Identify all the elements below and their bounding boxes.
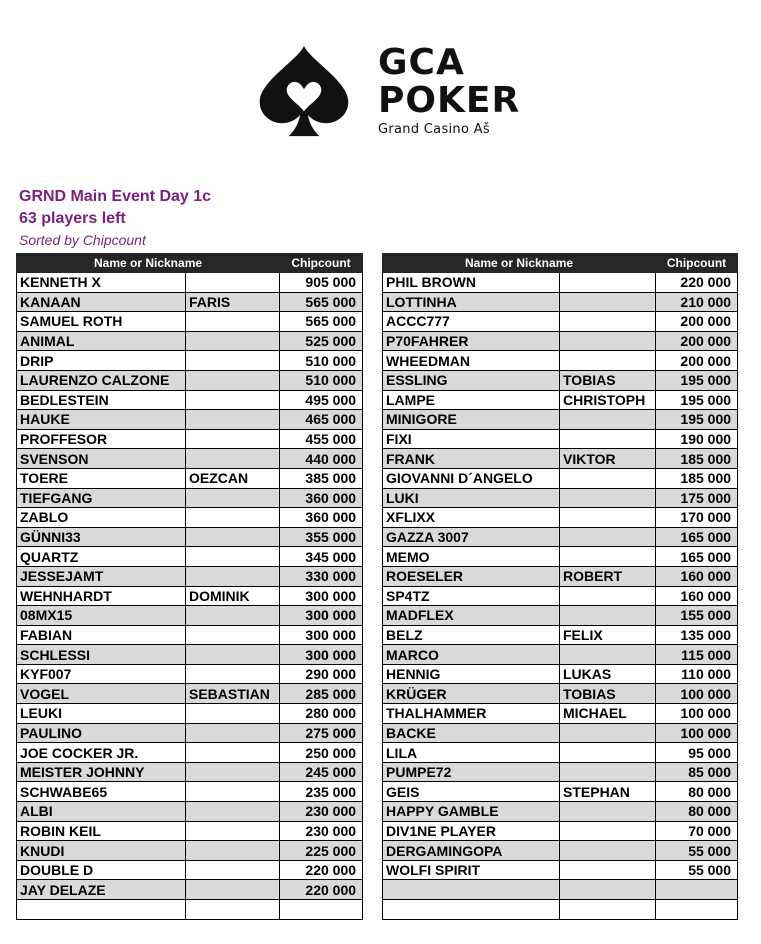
player-name-cell: LAMPE bbox=[383, 390, 560, 410]
player-name-cell: GIOVANNI D´ANGELO bbox=[383, 468, 560, 488]
first-name-cell bbox=[186, 370, 280, 390]
player-name-cell: MEMO bbox=[383, 547, 560, 567]
player-name-cell: ACCC777 bbox=[383, 312, 560, 332]
table-row bbox=[383, 331, 738, 351]
player-name-cell: GAZZA 3007 bbox=[383, 527, 560, 547]
first-name-cell: VIKTOR bbox=[560, 449, 656, 469]
table-row bbox=[17, 704, 363, 724]
chipcount-cell: 225 000 bbox=[280, 841, 363, 861]
first-name-cell bbox=[560, 762, 656, 782]
chipcount-cell: 200 000 bbox=[656, 351, 738, 371]
chipcount-cell: 250 000 bbox=[280, 743, 363, 763]
table-row bbox=[383, 429, 738, 449]
table-row bbox=[383, 704, 738, 724]
chipcount-cell: 55 000 bbox=[656, 841, 738, 861]
chipcount-cell: 300 000 bbox=[280, 606, 363, 626]
player-name-cell: HAUKE bbox=[17, 410, 186, 430]
player-name-cell: DERGAMINGOPA bbox=[383, 841, 560, 861]
chipcount-cell: 95 000 bbox=[656, 743, 738, 763]
table-row bbox=[17, 606, 363, 626]
first-name-cell: SEBASTIAN bbox=[186, 684, 280, 704]
player-name-cell: DOUBLE D bbox=[17, 860, 186, 880]
first-name-cell bbox=[560, 410, 656, 430]
first-name-cell bbox=[186, 723, 280, 743]
chipcount-cell: 195 000 bbox=[656, 390, 738, 410]
chipcount-cell: 160 000 bbox=[656, 586, 738, 606]
table-row bbox=[383, 723, 738, 743]
chipcount-cell: 220 000 bbox=[656, 273, 738, 293]
table-row bbox=[383, 782, 738, 802]
chipcount-cell: 155 000 bbox=[656, 606, 738, 626]
player-name-cell: HENNIG bbox=[383, 664, 560, 684]
player-name-cell: BELZ bbox=[383, 625, 560, 645]
chipcount-cell: 220 000 bbox=[280, 860, 363, 880]
player-name-cell: BACKE bbox=[383, 723, 560, 743]
first-name-cell bbox=[186, 762, 280, 782]
chipcount-cell: 360 000 bbox=[280, 508, 363, 528]
chipcount-cell: 195 000 bbox=[656, 370, 738, 390]
chipcount-cell: 565 000 bbox=[280, 292, 363, 312]
first-name-cell bbox=[186, 782, 280, 802]
chipcount-cell: 210 000 bbox=[656, 292, 738, 312]
player-name-cell: TIEFGANG bbox=[17, 488, 186, 508]
first-name-cell bbox=[560, 312, 656, 332]
first-name-cell bbox=[560, 606, 656, 626]
table-row bbox=[17, 841, 363, 861]
table-row bbox=[17, 292, 363, 312]
player-name-cell: LOTTINHA bbox=[383, 292, 560, 312]
player-name-cell: 08MX15 bbox=[17, 606, 186, 626]
player-name-cell: SCHLESSI bbox=[17, 645, 186, 665]
table-row bbox=[17, 449, 363, 469]
chipcount-cell bbox=[656, 900, 738, 920]
chipcount-cell: 110 000 bbox=[656, 664, 738, 684]
player-name-cell: ANIMAL bbox=[17, 331, 186, 351]
table-row bbox=[17, 468, 363, 488]
first-name-cell bbox=[186, 390, 280, 410]
table-row bbox=[383, 743, 738, 763]
table-row bbox=[383, 312, 738, 332]
player-name-cell: TOERE bbox=[17, 468, 186, 488]
first-name-cell: FARIS bbox=[186, 292, 280, 312]
table-row bbox=[17, 802, 363, 822]
first-name-cell bbox=[560, 351, 656, 371]
table-row bbox=[17, 566, 363, 586]
name-column-header: Name or Nickname bbox=[17, 254, 280, 273]
first-name-cell: TOBIAS bbox=[560, 684, 656, 704]
player-name-cell: PUMPE72 bbox=[383, 762, 560, 782]
first-name-cell bbox=[560, 586, 656, 606]
first-name-cell bbox=[560, 468, 656, 488]
sort-note: Sorted by Chipcount bbox=[19, 232, 146, 248]
first-name-cell bbox=[560, 429, 656, 449]
first-name-cell: LUKAS bbox=[560, 664, 656, 684]
first-name-cell: CHRISTOPH bbox=[560, 390, 656, 410]
chipcount-cell: 235 000 bbox=[280, 782, 363, 802]
table-row bbox=[383, 645, 738, 665]
player-name-cell: MEISTER JOHNNY bbox=[17, 762, 186, 782]
table-row bbox=[383, 508, 738, 528]
table-row bbox=[383, 566, 738, 586]
table-row bbox=[17, 664, 363, 684]
chipcount-cell: 85 000 bbox=[656, 762, 738, 782]
player-name-cell bbox=[383, 900, 560, 920]
first-name-cell bbox=[186, 821, 280, 841]
first-name-cell bbox=[560, 645, 656, 665]
table-row bbox=[383, 468, 738, 488]
table-row bbox=[383, 273, 738, 293]
first-name-cell bbox=[560, 821, 656, 841]
first-name-cell bbox=[186, 312, 280, 332]
table-row bbox=[383, 351, 738, 371]
player-name-cell: JAY DELAZE bbox=[17, 880, 186, 900]
table-row bbox=[383, 547, 738, 567]
table-row bbox=[383, 802, 738, 822]
player-name-cell: GEIS bbox=[383, 782, 560, 802]
player-name-cell: SAMUEL ROTH bbox=[17, 312, 186, 332]
chipcount-cell: 185 000 bbox=[656, 468, 738, 488]
first-name-cell: ROBERT bbox=[560, 566, 656, 586]
first-name-cell: OEZCAN bbox=[186, 468, 280, 488]
player-name-cell: P70FAHRER bbox=[383, 331, 560, 351]
table-row bbox=[17, 547, 363, 567]
chipcount-cell: 100 000 bbox=[656, 704, 738, 724]
first-name-cell bbox=[186, 566, 280, 586]
chipcount-cell: 200 000 bbox=[656, 312, 738, 332]
table-row bbox=[17, 743, 363, 763]
chipcount-cell: 385 000 bbox=[280, 468, 363, 488]
table-row bbox=[383, 664, 738, 684]
first-name-cell bbox=[560, 488, 656, 508]
chipcount-cell: 55 000 bbox=[656, 860, 738, 880]
chipcount-table-right bbox=[382, 253, 738, 920]
gca-poker-logo bbox=[256, 44, 546, 144]
brand-text bbox=[378, 44, 520, 137]
table-row bbox=[383, 586, 738, 606]
chipcount-cell: 100 000 bbox=[656, 684, 738, 704]
first-name-cell bbox=[560, 723, 656, 743]
table-row bbox=[383, 684, 738, 704]
first-name-cell bbox=[186, 351, 280, 371]
player-name-cell: FIXI bbox=[383, 429, 560, 449]
player-name-cell: LILA bbox=[383, 743, 560, 763]
players-left: 63 players left bbox=[19, 210, 126, 227]
chipcount-cell: 300 000 bbox=[280, 586, 363, 606]
player-name-cell: XFLIXX bbox=[383, 508, 560, 528]
player-name-cell: LAURENZO CALZONE bbox=[17, 370, 186, 390]
first-name-cell bbox=[186, 900, 280, 920]
first-name-cell bbox=[186, 645, 280, 665]
player-name-cell bbox=[383, 880, 560, 900]
first-name-cell bbox=[186, 841, 280, 861]
player-name-cell: LUKI bbox=[383, 488, 560, 508]
table-row bbox=[17, 273, 363, 293]
chipcount-cell: 115 000 bbox=[656, 645, 738, 665]
first-name-cell: TOBIAS bbox=[560, 370, 656, 390]
table-row bbox=[383, 527, 738, 547]
table-row bbox=[17, 370, 363, 390]
name-column-header: Name or Nickname bbox=[383, 254, 656, 273]
brand-line-2: POKER bbox=[378, 80, 521, 121]
chipcount-cell bbox=[656, 880, 738, 900]
table-row bbox=[17, 586, 363, 606]
first-name-cell bbox=[186, 704, 280, 724]
first-name-cell bbox=[560, 547, 656, 567]
chipcount-cell: 200 000 bbox=[656, 331, 738, 351]
first-name-cell bbox=[186, 860, 280, 880]
event-heading bbox=[19, 186, 211, 250]
chipcount-cell: 165 000 bbox=[656, 547, 738, 567]
first-name-cell bbox=[186, 625, 280, 645]
first-name-cell bbox=[560, 292, 656, 312]
chipcount-cell: 100 000 bbox=[656, 723, 738, 743]
chipcount-cell: 455 000 bbox=[280, 429, 363, 449]
event-title: GRND Main Event Day 1c bbox=[19, 188, 212, 205]
table-row bbox=[383, 900, 738, 920]
chipcount-cell: 465 000 bbox=[280, 410, 363, 430]
table-row bbox=[383, 292, 738, 312]
first-name-cell bbox=[186, 802, 280, 822]
chipcount-cell: 165 000 bbox=[656, 527, 738, 547]
chipcount-cell: 170 000 bbox=[656, 508, 738, 528]
player-name-cell: ALBI bbox=[17, 802, 186, 822]
player-name-cell: BEDLESTEIN bbox=[17, 390, 186, 410]
first-name-cell bbox=[560, 802, 656, 822]
player-name-cell: GÜNNI33 bbox=[17, 527, 186, 547]
chipcount-cell: 195 000 bbox=[656, 410, 738, 430]
table-row bbox=[17, 390, 363, 410]
player-name-cell: WEHNHARDT bbox=[17, 586, 186, 606]
table-row bbox=[17, 527, 363, 547]
player-name-cell bbox=[17, 900, 186, 920]
chipcount-cell: 220 000 bbox=[280, 880, 363, 900]
table-row bbox=[17, 900, 363, 920]
player-name-cell: FRANK bbox=[383, 449, 560, 469]
player-name-cell: QUARTZ bbox=[17, 547, 186, 567]
player-name-cell: WOLFI SPIRIT bbox=[383, 860, 560, 880]
table-row bbox=[17, 312, 363, 332]
table-row bbox=[383, 410, 738, 430]
chipcount-cell: 275 000 bbox=[280, 723, 363, 743]
first-name-cell: FELIX bbox=[560, 625, 656, 645]
first-name-cell bbox=[560, 273, 656, 293]
first-name-cell bbox=[186, 527, 280, 547]
player-name-cell: KNUDI bbox=[17, 841, 186, 861]
chipcount-cell: 565 000 bbox=[280, 312, 363, 332]
table-row bbox=[17, 782, 363, 802]
brand-tagline: Grand Casino Aš bbox=[378, 122, 490, 137]
first-name-cell bbox=[186, 429, 280, 449]
first-name-cell bbox=[186, 273, 280, 293]
player-name-cell: PHIL BROWN bbox=[383, 273, 560, 293]
player-name-cell: DIV1NE PLAYER bbox=[383, 821, 560, 841]
first-name-cell bbox=[186, 743, 280, 763]
table-row bbox=[383, 860, 738, 880]
table-row bbox=[383, 606, 738, 626]
player-name-cell: THALHAMMER bbox=[383, 704, 560, 724]
table-row bbox=[383, 841, 738, 861]
chipcount-cell: 185 000 bbox=[656, 449, 738, 469]
player-name-cell: ESSLING bbox=[383, 370, 560, 390]
table-header bbox=[17, 254, 363, 273]
table-row bbox=[383, 625, 738, 645]
chipcount-column-header: Chipcount bbox=[656, 254, 738, 273]
player-name-cell: KYF007 bbox=[17, 664, 186, 684]
first-name-cell bbox=[560, 331, 656, 351]
chipcount-cell bbox=[280, 900, 363, 920]
brand-line-1: GCA bbox=[378, 42, 465, 83]
chipcount-cell: 135 000 bbox=[656, 625, 738, 645]
table-row bbox=[17, 410, 363, 430]
player-name-cell: ROESELER bbox=[383, 566, 560, 586]
table-row bbox=[17, 860, 363, 880]
player-name-cell: ROBIN KEIL bbox=[17, 821, 186, 841]
player-name-cell: JESSEJAMT bbox=[17, 566, 186, 586]
chipcount-cell: 290 000 bbox=[280, 664, 363, 684]
first-name-cell: STEPHAN bbox=[560, 782, 656, 802]
table-row bbox=[17, 821, 363, 841]
spade-icon bbox=[256, 44, 352, 140]
first-name-cell bbox=[560, 880, 656, 900]
chipcount-cell: 300 000 bbox=[280, 645, 363, 665]
first-name-cell bbox=[186, 664, 280, 684]
table-body-right bbox=[383, 273, 738, 920]
first-name-cell bbox=[186, 410, 280, 430]
chipcount-cell: 245 000 bbox=[280, 762, 363, 782]
table-header bbox=[383, 254, 738, 273]
chipcount-cell: 510 000 bbox=[280, 370, 363, 390]
table-row bbox=[17, 645, 363, 665]
table-row bbox=[17, 625, 363, 645]
table-row bbox=[17, 684, 363, 704]
chipcount-cell: 80 000 bbox=[656, 782, 738, 802]
player-name-cell: SVENSON bbox=[17, 449, 186, 469]
player-name-cell: JOE COCKER JR. bbox=[17, 743, 186, 763]
chipcount-cell: 355 000 bbox=[280, 527, 363, 547]
table-row bbox=[17, 488, 363, 508]
table-row bbox=[383, 449, 738, 469]
player-name-cell: WHEEDMAN bbox=[383, 351, 560, 371]
first-name-cell bbox=[186, 547, 280, 567]
first-name-cell: MICHAEL bbox=[560, 704, 656, 724]
first-name-cell bbox=[560, 508, 656, 528]
table-row bbox=[17, 880, 363, 900]
player-name-cell: VOGEL bbox=[17, 684, 186, 704]
chipcount-cell: 190 000 bbox=[656, 429, 738, 449]
table-row bbox=[383, 821, 738, 841]
player-name-cell: KANAAN bbox=[17, 292, 186, 312]
chipcount-column-header: Chipcount bbox=[280, 254, 363, 273]
table-row bbox=[17, 508, 363, 528]
player-name-cell: MADFLEX bbox=[383, 606, 560, 626]
first-name-cell bbox=[186, 331, 280, 351]
player-name-cell: HAPPY GAMBLE bbox=[383, 802, 560, 822]
table-row bbox=[17, 762, 363, 782]
table-row bbox=[17, 351, 363, 371]
chipcount-cell: 285 000 bbox=[280, 684, 363, 704]
chipcount-cell: 495 000 bbox=[280, 390, 363, 410]
first-name-cell: DOMINIK bbox=[186, 586, 280, 606]
chipcount-cell: 510 000 bbox=[280, 351, 363, 371]
chipcount-cell: 230 000 bbox=[280, 802, 363, 822]
first-name-cell bbox=[560, 900, 656, 920]
chipcount-cell: 360 000 bbox=[280, 488, 363, 508]
player-name-cell: ZABLO bbox=[17, 508, 186, 528]
chipcount-cell: 440 000 bbox=[280, 449, 363, 469]
player-name-cell: SP4TZ bbox=[383, 586, 560, 606]
table-row bbox=[17, 723, 363, 743]
first-name-cell bbox=[560, 527, 656, 547]
chipcount-cell: 905 000 bbox=[280, 273, 363, 293]
table-row bbox=[17, 331, 363, 351]
player-name-cell: KENNETH X bbox=[17, 273, 186, 293]
table-row bbox=[383, 370, 738, 390]
table-body-left bbox=[17, 273, 363, 920]
table-row bbox=[383, 762, 738, 782]
chipcount-cell: 230 000 bbox=[280, 821, 363, 841]
player-name-cell: PROFFESOR bbox=[17, 429, 186, 449]
player-name-cell: PAULINO bbox=[17, 723, 186, 743]
first-name-cell bbox=[186, 880, 280, 900]
first-name-cell bbox=[186, 449, 280, 469]
player-name-cell: LEUKI bbox=[17, 704, 186, 724]
table-row bbox=[383, 488, 738, 508]
chipcount-cell: 345 000 bbox=[280, 547, 363, 567]
player-name-cell: MARCO bbox=[383, 645, 560, 665]
first-name-cell bbox=[560, 860, 656, 880]
player-name-cell: SCHWABE65 bbox=[17, 782, 186, 802]
table-row bbox=[383, 390, 738, 410]
chipcount-cell: 70 000 bbox=[656, 821, 738, 841]
first-name-cell bbox=[186, 606, 280, 626]
chipcount-cell: 525 000 bbox=[280, 331, 363, 351]
chipcount-cell: 80 000 bbox=[656, 802, 738, 822]
table-row bbox=[17, 429, 363, 449]
player-name-cell: FABIAN bbox=[17, 625, 186, 645]
first-name-cell bbox=[186, 488, 280, 508]
first-name-cell bbox=[560, 841, 656, 861]
player-name-cell: DRIP bbox=[17, 351, 186, 371]
player-name-cell: MINIGORE bbox=[383, 410, 560, 430]
first-name-cell bbox=[186, 508, 280, 528]
chipcount-table-left bbox=[16, 253, 363, 920]
chipcount-cell: 175 000 bbox=[656, 488, 738, 508]
chipcount-cell: 280 000 bbox=[280, 704, 363, 724]
chipcount-cell: 160 000 bbox=[656, 566, 738, 586]
player-name-cell: KRÜGER bbox=[383, 684, 560, 704]
first-name-cell bbox=[560, 743, 656, 763]
table-row bbox=[383, 880, 738, 900]
chipcount-cell: 300 000 bbox=[280, 625, 363, 645]
chipcount-cell: 330 000 bbox=[280, 566, 363, 586]
